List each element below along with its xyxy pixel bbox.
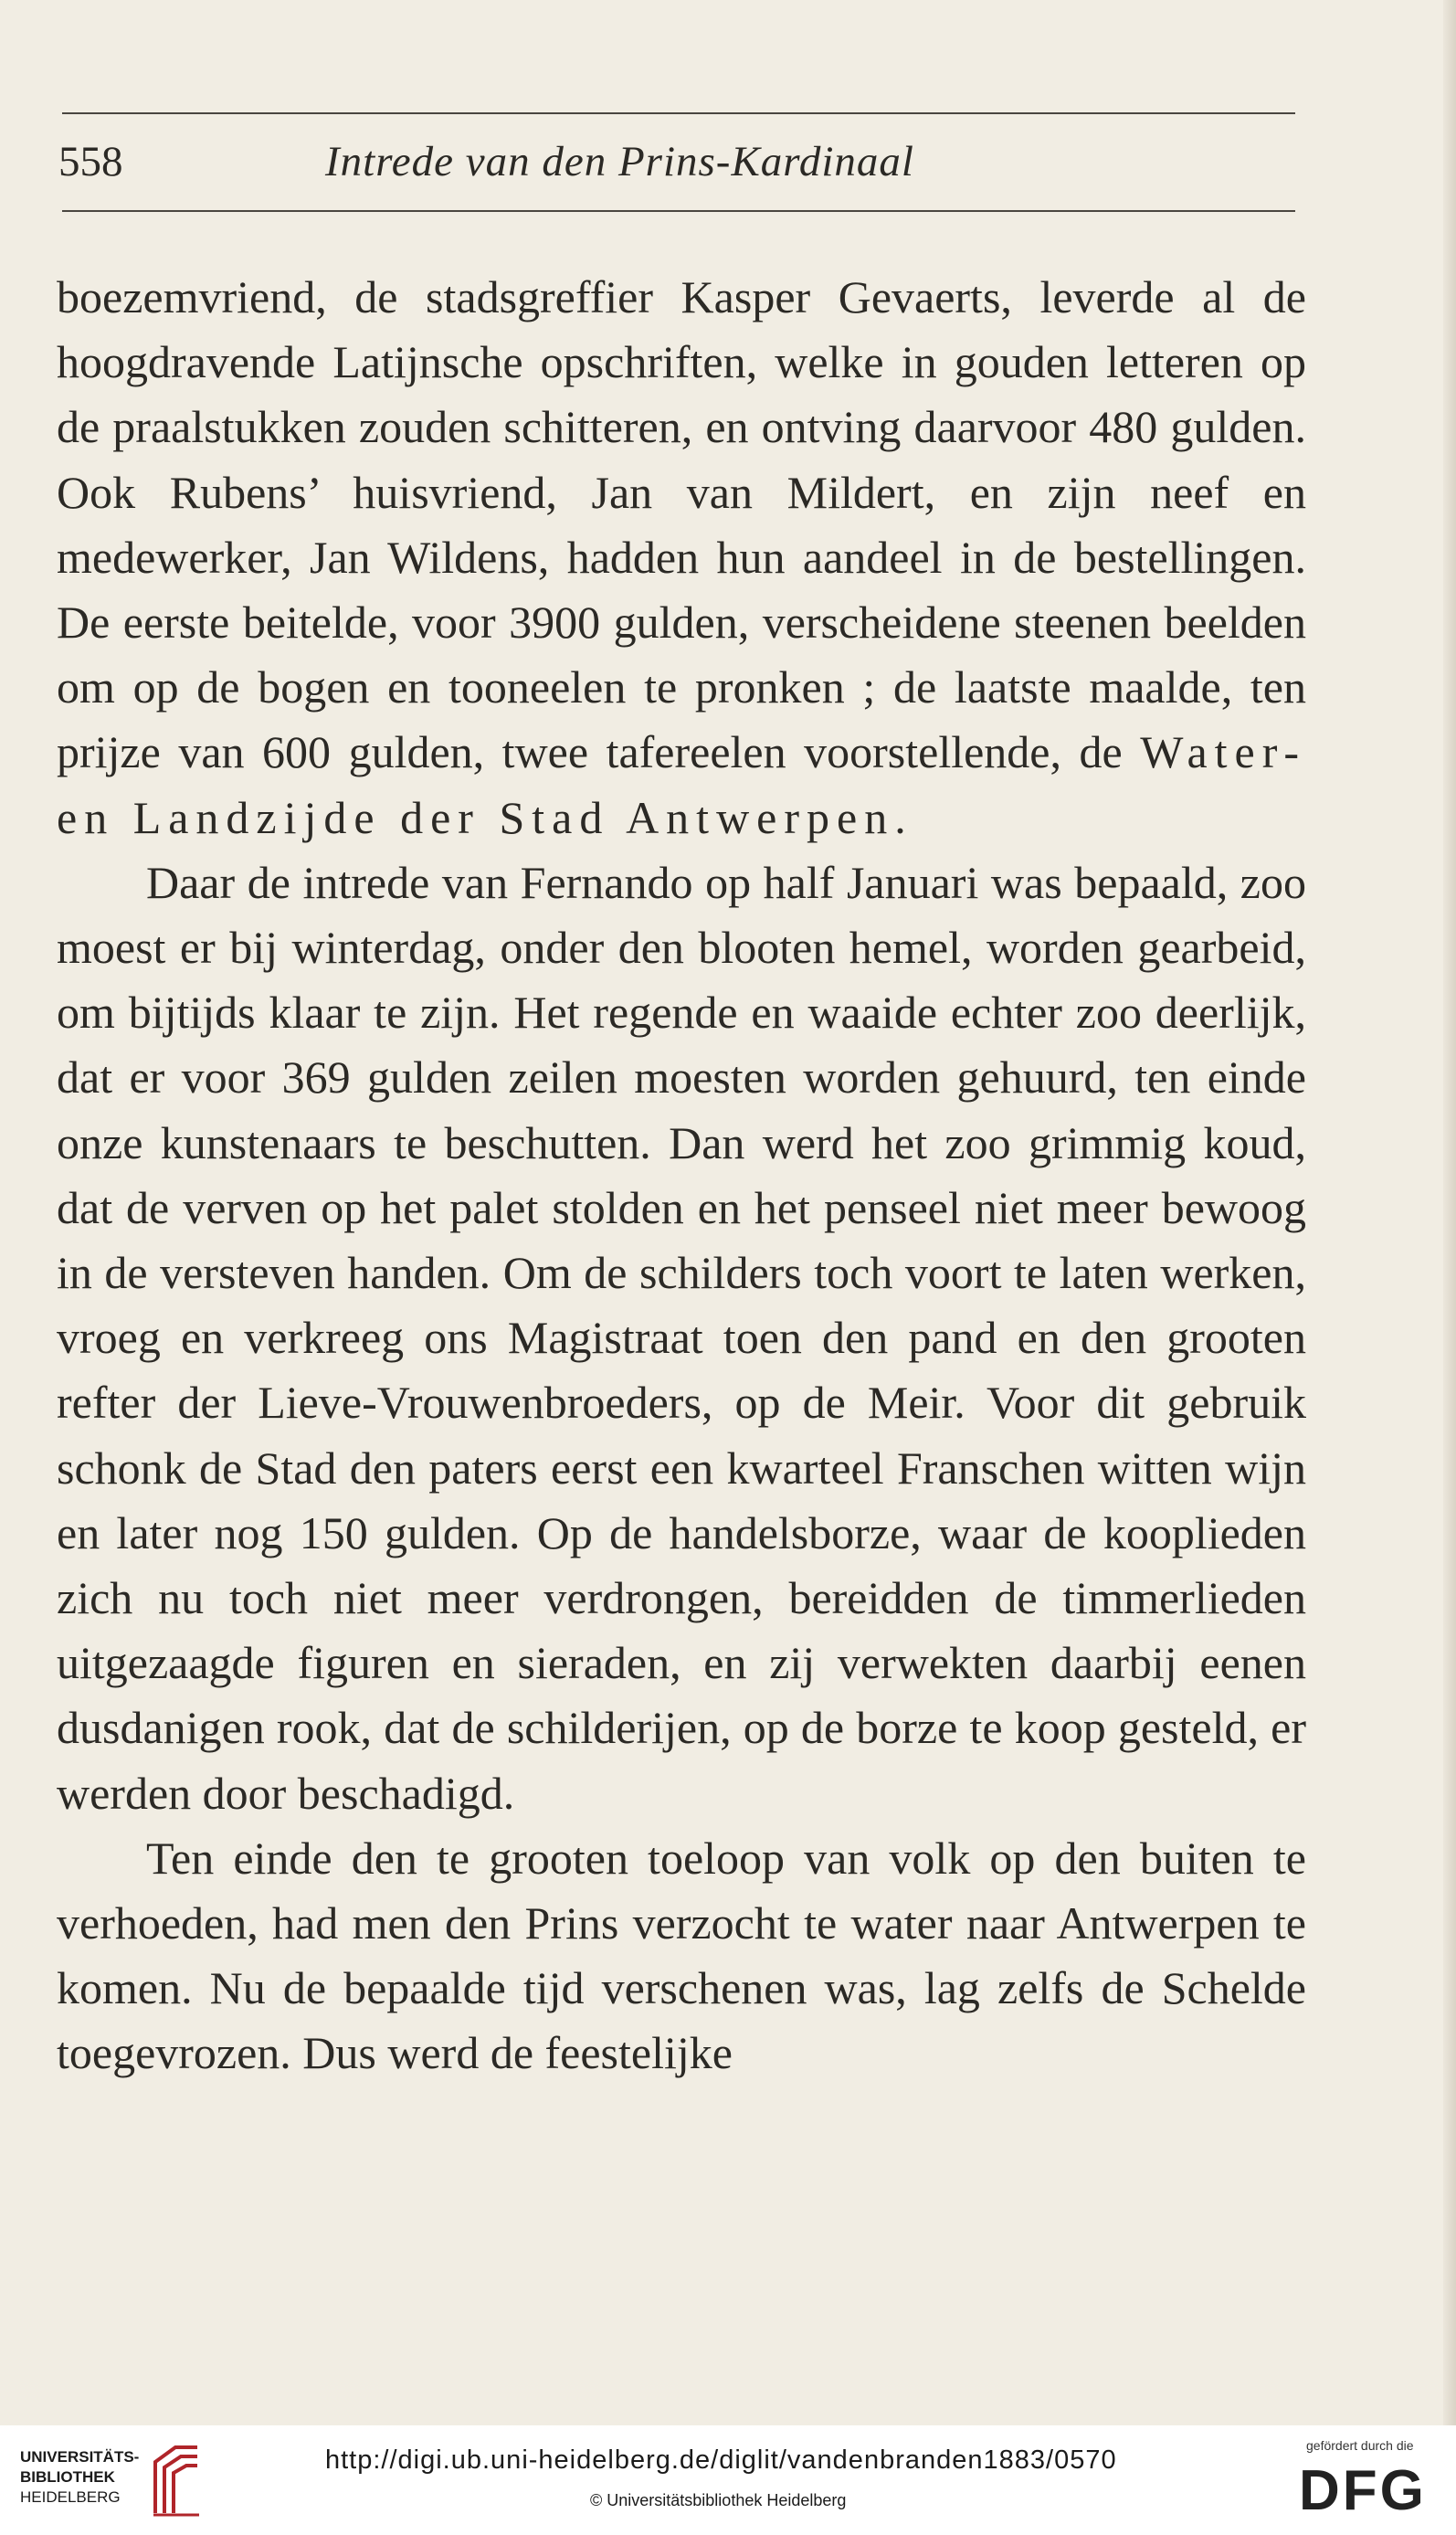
paragraph-1-text: boezemvriend, de stadsgreffier Kasper Gevaerts, leverde al de hoogdravende Latijnsche opschriften, welke in gouden letteren op de praalstukken zouden schitteren, en ontving daarvoor 480 gulden. Ook Rubens’ huisvriend, Jan van Mildert, en zijn neef en medewerker, Jan Wildens, hadden hun aandeel in de bestellingen. De eerste beitelde, voor 3900 gulden, verscheidene steenen beelden om op de bogen en tooneelen te pronken ; de laatste maalde, ten prijze van 600 gulden, twee tafereelen voorstellende, de bbox=[57, 271, 1306, 778]
page-edge-shadow bbox=[1443, 0, 1456, 2425]
paragraph-1 bbox=[57, 265, 1306, 850]
library-name-line-1: UNIVERSITÄTS- bbox=[20, 2448, 140, 2466]
copyright-notice: © Universitätsbibliothek Heidelberg bbox=[590, 2491, 847, 2509]
library-name bbox=[20, 2447, 139, 2508]
running-header bbox=[58, 130, 1301, 194]
dfg-funding-caption: gefördert durch die bbox=[1306, 2438, 1414, 2453]
paragraph-1-spaced-text: Water- en Landzijde der Stad Antwerpen. bbox=[57, 726, 1307, 843]
digitization-footer bbox=[0, 2425, 1456, 2535]
paragraph-3: Ten einde den te grooten toeloop van volk op den buiten te verhoeden, had men den Prins verzocht te water naar Antwerpen te komen. Nu de bepaalde tijd verschenen was, lag zelfs de Schelde toegevrozen. Dus werd de feestelijke bbox=[57, 1832, 1306, 2079]
header-bottom-rule bbox=[62, 210, 1295, 212]
library-name-line-2: BIBLIOTHEK bbox=[20, 2468, 115, 2486]
library-name-line-3: HEIDELBERG bbox=[20, 2488, 121, 2506]
permalink-url[interactable]: http://digi.ub.uni-heidelberg.de/diglit/vandenbranden1883/0570 bbox=[325, 2445, 1117, 2475]
paragraph-2: Daar de intrede van Fernando op half Januari was bepaald, zoo moest er bij winterdag, onder den blooten hemel, worden gearbeid, om bijtijds klaar te zijn. Het regende en waaide echter zoo deerlijk, dat er voor 369 gulden zeilen moesten worden gehuurd, ten einde onze kunstenaars te beschutten. Dan werd het zoo grimmig koud, dat de verven op het palet stolden en het penseel niet meer bewoog in de versteven handen. Om de schilders toch voort te laten werken, vroeg en verkreeg ons Magistraat toen den pand en den grooten refter der Lieve-Vrouwenbroeders, op de Meir. Voor dit gebruik schonk de Stad den paters eerst een kwarteel Franschen witten wijn en later nog 150 gulden. Op de handelsborze, waar de kooplieden zich nu toch niet meer verdrongen, bereidden de timmerlieden uitgezaagde figuren en sieraden, en zij verwekten daarbij eenen dusdanigen rook, dat de schilderijen, op de borze te koop gesteld, er werden door beschadigd. bbox=[57, 856, 1306, 1819]
body-text bbox=[57, 265, 1306, 2086]
header-top-rule bbox=[62, 112, 1295, 114]
running-title: Intrede van den Prins-Kardinaal bbox=[325, 138, 914, 185]
page-number: 558 bbox=[58, 138, 123, 185]
library-logo-icon bbox=[150, 2440, 203, 2519]
dfg-logo: DFG bbox=[1299, 2459, 1427, 2522]
